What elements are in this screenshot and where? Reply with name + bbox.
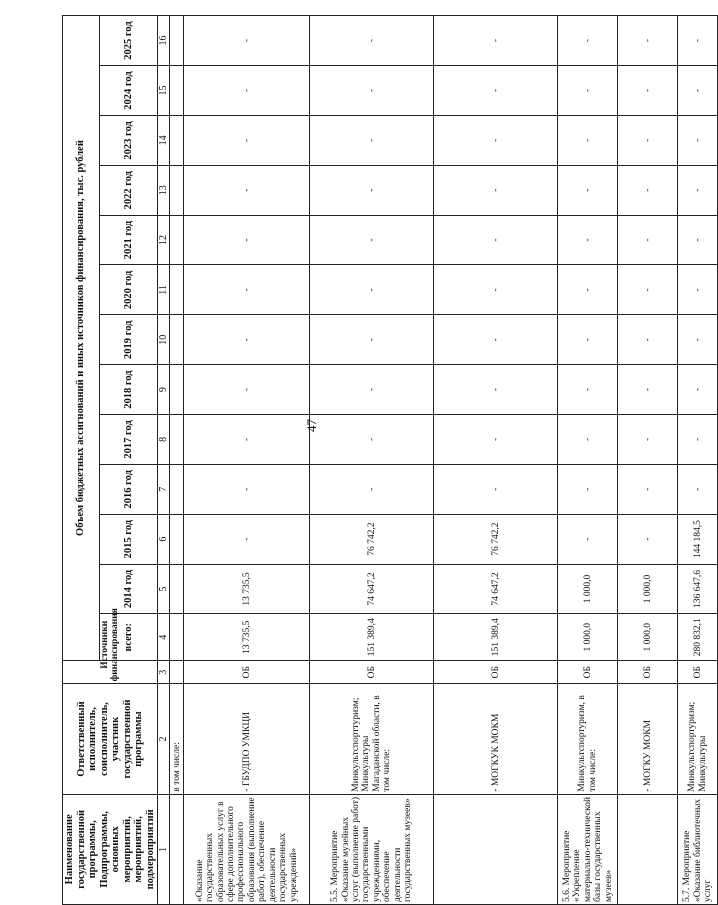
cell-name [434, 794, 558, 904]
cell-year-value: - [558, 165, 618, 215]
cell-responsible: Минкультспортуризм; Минкультуры [678, 684, 718, 794]
table-row [170, 16, 184, 905]
column-number: 12 [158, 215, 170, 265]
cell-total: 280 832,1 [678, 614, 718, 661]
cell-name [170, 794, 184, 904]
rotated-table-container [62, 15, 714, 905]
cell-year-value: - [184, 415, 310, 465]
cell-year-value: - [310, 215, 434, 265]
cell-year-value: - [618, 66, 678, 116]
cell-year-value: - [618, 415, 678, 465]
cell-year-value: - [310, 66, 434, 116]
funding-table [62, 15, 718, 905]
cell-year-value: - [678, 66, 718, 116]
cell-year-value: - [434, 215, 558, 265]
cell-year-value: - [184, 315, 310, 365]
header-name: Наименование государственной программы, Подпрограммы, основных мероприятий, мероприятий, подмероприятий [63, 794, 158, 904]
cell-year-value: 1 000,0 [558, 564, 618, 614]
table-body [170, 16, 718, 905]
cell-year-value [170, 564, 184, 614]
cell-year-value: - [618, 464, 678, 514]
cell-year-value: - [184, 514, 310, 564]
cell-source: ОБ [184, 661, 310, 684]
cell-year-value: - [618, 265, 678, 315]
cell-name: 5.6. Мероприятие «Укрепление материально-технической базы государственных музеев» [558, 794, 618, 904]
cell-year-value: - [434, 464, 558, 514]
cell-year-value: - [184, 115, 310, 165]
table-row [678, 16, 718, 905]
header-year: 2017 год [100, 415, 158, 465]
cell-year-value: - [618, 16, 678, 66]
cell-year-value: 76 742,2 [434, 514, 558, 564]
cell-responsible: в том числе: [170, 684, 184, 794]
cell-year-value [170, 415, 184, 465]
table-row [558, 16, 618, 905]
column-number: 3 [158, 661, 170, 684]
cell-year-value: - [618, 115, 678, 165]
header-funding: Объем бюджетных ассигнований и иных источников финансирования, тыс. рублей [63, 16, 100, 661]
column-number-row [158, 16, 170, 905]
header-year: 2025 год [100, 16, 158, 66]
cell-year-value: - [558, 315, 618, 365]
cell-year-value: - [310, 115, 434, 165]
column-number: 15 [158, 66, 170, 116]
cell-year-value: 136 647,6 [678, 564, 718, 614]
cell-year-value: - [558, 66, 618, 116]
column-number: 7 [158, 464, 170, 514]
cell-year-value: - [618, 165, 678, 215]
cell-year-value [170, 66, 184, 116]
cell-year-value: - [184, 66, 310, 116]
cell-year-value: - [558, 115, 618, 165]
cell-year-value: 74 647,2 [310, 564, 434, 614]
column-number: 4 [158, 614, 170, 661]
header-year: 2022 год [100, 165, 158, 215]
cell-year-value: - [434, 66, 558, 116]
cell-year-value: - [678, 265, 718, 315]
cell-total: 1 000,0 [558, 614, 618, 661]
cell-year-value [170, 16, 184, 66]
cell-year-value: - [558, 415, 618, 465]
cell-year-value: 1 000,0 [618, 564, 678, 614]
cell-year-value: - [618, 315, 678, 365]
cell-year-value: - [678, 16, 718, 66]
column-number: 5 [158, 564, 170, 614]
cell-total [170, 614, 184, 661]
cell-year-value: - [310, 464, 434, 514]
cell-responsible: - МОГКУ МОКМ [618, 684, 678, 794]
cell-year-value: - [434, 365, 558, 415]
cell-year-value: - [618, 365, 678, 415]
cell-year-value: - [434, 16, 558, 66]
cell-source: ОБ [558, 661, 618, 684]
cell-year-value [170, 514, 184, 564]
cell-year-value [170, 315, 184, 365]
cell-year-value [170, 115, 184, 165]
header-year: 2015 год [100, 514, 158, 564]
cell-source: ОБ [434, 661, 558, 684]
cell-year-value: - [558, 514, 618, 564]
cell-responsible: - ГБУДПО УМКЦИ [184, 684, 310, 794]
table-row [310, 16, 434, 905]
cell-name: «Оказание государственных образовательных услуг в сфере дополнительного профессионального образования (выполнение работ), обеспечение деятельности государственных учреждений» [184, 794, 310, 904]
cell-year-value: - [184, 365, 310, 415]
cell-responsible: - МОГКУК МОКМ [434, 684, 558, 794]
cell-year-value: - [310, 315, 434, 365]
cell-year-value: - [184, 215, 310, 265]
cell-year-value: - [310, 16, 434, 66]
cell-year-value: - [558, 215, 618, 265]
cell-year-value: - [310, 415, 434, 465]
cell-source: ОБ [678, 661, 718, 684]
cell-year-value: - [434, 315, 558, 365]
cell-year-value [170, 464, 184, 514]
cell-total: 151 389,4 [434, 614, 558, 661]
table-row [434, 16, 558, 905]
table-row [184, 16, 310, 905]
cell-total: 13 735,5 [184, 614, 310, 661]
header-source: Источники финансирования [63, 661, 158, 684]
cell-name: 5.7. Мероприятие «Оказание библиотечных услуг [678, 794, 718, 904]
cell-year-value: - [310, 165, 434, 215]
cell-year-value: 144 184,5 [678, 514, 718, 564]
column-number: 6 [158, 514, 170, 564]
cell-year-value: - [184, 265, 310, 315]
cell-year-value: - [184, 464, 310, 514]
column-number: 14 [158, 115, 170, 165]
cell-year-value: - [558, 16, 618, 66]
cell-year-value: - [618, 514, 678, 564]
cell-year-value [170, 165, 184, 215]
header-year: 2023 год [100, 115, 158, 165]
cell-year-value: - [618, 215, 678, 265]
cell-year-value: - [184, 16, 310, 66]
cell-year-value: - [310, 265, 434, 315]
table-row [618, 16, 678, 905]
column-number: 1 [158, 794, 170, 904]
column-number: 8 [158, 415, 170, 465]
cell-responsible: Минкультспорттуризм; Минкультуры Магаданской области, в том числе: [310, 684, 434, 794]
cell-year-value: - [558, 265, 618, 315]
header-year: 2021 год [100, 215, 158, 265]
cell-source: ОБ [618, 661, 678, 684]
column-number: 10 [158, 315, 170, 365]
cell-year-value: - [310, 365, 434, 415]
cell-year-value: - [184, 165, 310, 215]
cell-total: 1 000,0 [618, 614, 678, 661]
cell-year-value [170, 365, 184, 415]
cell-responsible: Минкультспортуризм, в том числе: [558, 684, 618, 794]
cell-year-value: - [434, 265, 558, 315]
header-year: 2018 год [100, 365, 158, 415]
column-number: 2 [158, 684, 170, 794]
cell-source [170, 661, 184, 684]
cell-year-value [170, 215, 184, 265]
cell-year-value: - [678, 115, 718, 165]
header-year: 2020 год [100, 265, 158, 315]
cell-year-value: - [434, 165, 558, 215]
cell-source: ОБ [310, 661, 434, 684]
column-number: 16 [158, 16, 170, 66]
cell-year-value: 76 742,2 [310, 514, 434, 564]
header-responsible: Ответственный исполнитель, соисполнитель, участник государственной программы [63, 684, 158, 794]
cell-year-value: - [678, 365, 718, 415]
cell-year-value [170, 265, 184, 315]
cell-year-value: - [434, 115, 558, 165]
cell-year-value: - [558, 464, 618, 514]
cell-year-value: - [558, 365, 618, 415]
header-year: 2014 год [100, 564, 158, 614]
column-number: 9 [158, 365, 170, 415]
cell-year-value: - [678, 464, 718, 514]
cell-year-value: 13 735,5 [184, 564, 310, 614]
cell-name [618, 794, 678, 904]
cell-year-value: - [678, 415, 718, 465]
column-number: 13 [158, 165, 170, 215]
header-year: 2016 год [100, 464, 158, 514]
cell-year-value: - [678, 165, 718, 215]
cell-total: 151 389,4 [310, 614, 434, 661]
cell-year-value: 74 647,2 [434, 564, 558, 614]
header-year: 2024 год [100, 66, 158, 116]
header-year: 2019 год [100, 315, 158, 365]
cell-year-value: - [434, 415, 558, 465]
column-number: 11 [158, 265, 170, 315]
cell-year-value: - [678, 215, 718, 265]
page-number: 47 [304, 419, 319, 432]
cell-year-value: - [678, 315, 718, 365]
cell-name: 5.5. Мероприятие «Оказание музейных услуг (выполнение работ) государственными учреждениями, обеспечение деятельности государственных музеев» [310, 794, 434, 904]
header-total: всего: [100, 614, 158, 661]
